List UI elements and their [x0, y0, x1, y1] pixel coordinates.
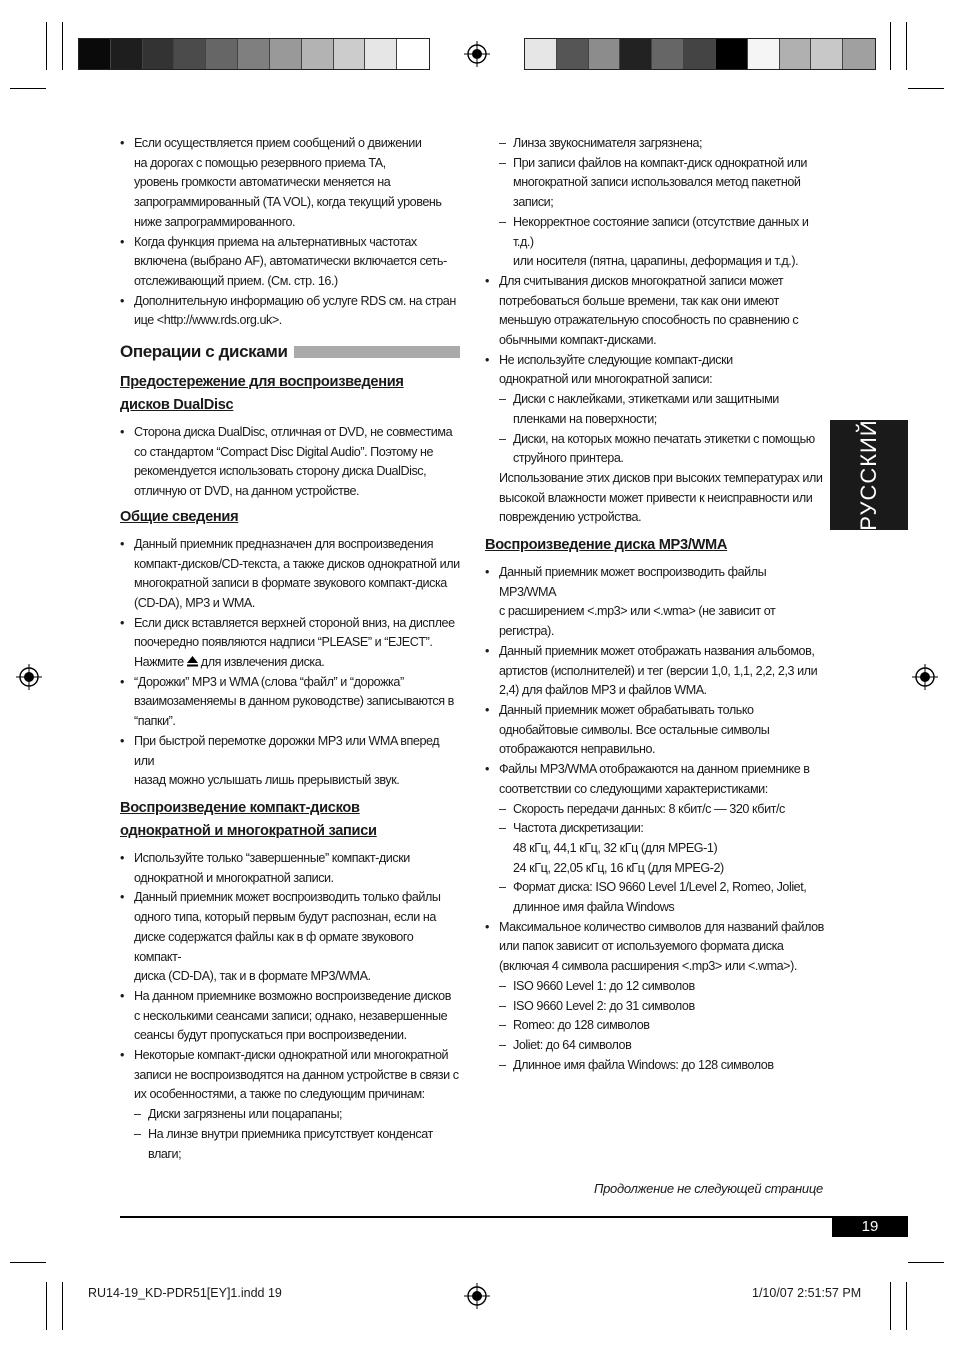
color-swatch	[780, 39, 812, 69]
language-tab: РУССКИЙ	[830, 420, 908, 530]
continue-note: Продолжение не следующей странице	[594, 1181, 823, 1196]
color-swatch	[270, 39, 302, 69]
text-line: уровень громкости автоматически меняется на	[134, 175, 391, 190]
dash-item	[120, 1105, 460, 1125]
bullet-item	[485, 351, 825, 390]
color-swatch	[111, 39, 143, 69]
dashes-b	[485, 390, 825, 469]
color-swatch	[334, 39, 366, 69]
text-line: струйного принтера.	[513, 451, 624, 466]
color-swatch	[206, 39, 238, 69]
text-line: назад можно услышать лишь прерывистый звук.	[134, 773, 400, 788]
crop-mark	[46, 22, 47, 70]
color-swatch	[843, 39, 875, 69]
bullet-item	[120, 134, 460, 233]
text-line: – Длинное имя файла Windows: до 128 символов	[513, 1057, 774, 1072]
text-line: – Формат диска: ISO 9660 Level 1/Level 2, Romeo, Joliet,	[513, 880, 807, 895]
text-line: – Линза звукоснимателя загрязнена;	[513, 136, 703, 150]
text-line: отслеживающий прием. (См. стр. 16.)	[134, 273, 338, 288]
text-line: 24 кГц, 22,05 кГц, 16 кГц (для MPEG-2)	[513, 860, 724, 875]
text-line: – Joliet: до 64 символов	[513, 1037, 632, 1052]
text-line: одного типа, который первым будут распознан, если на	[134, 910, 436, 925]
crop-mark	[62, 22, 63, 70]
text-line: многократной записи использовался метод пакетной	[513, 175, 801, 190]
text-line: повреждению устройства.	[499, 510, 642, 525]
section-title: Операции с дисками	[120, 341, 460, 363]
text-line: • Файлы MP3/WMA отображаются на данном приемнике в	[499, 762, 810, 777]
mp3-bullets	[485, 563, 825, 799]
text-line: диска (CD-DA), так и в формате MP3/WMA.	[134, 969, 371, 984]
text-line: (CD-DA), MP3 и WMA.	[134, 595, 255, 610]
text-line: • Данный приемник может воспроизводить только файлы	[134, 890, 441, 905]
text-line: однократной и многократной записи.	[134, 870, 334, 885]
text-line: • Для считывания дисков многократной записи может	[499, 273, 784, 288]
crop-mark	[46, 1282, 47, 1330]
text-line: артистов (исполнителей) и тег (версии 1,0, 1,1, 2,2, 2,3 или	[499, 663, 818, 678]
color-bar-left	[78, 38, 430, 70]
text-line: с несколькими сеансами записи; однако, незавершенные	[134, 1008, 448, 1023]
color-swatch	[79, 39, 111, 69]
text-line: ице <http://www.rds.org.uk>.	[134, 313, 282, 328]
text-line: • Если диск вставляется верхней стороной вниз, на дисплее	[134, 615, 455, 630]
text-line: – Некорректное состояние записи (отсутствие данных и т.д.)	[513, 214, 809, 249]
text-line: • Сторона диска DualDisc, отличная от DVD, не совместима	[134, 425, 453, 440]
text-line: включена (выбрано AF), автоматически включается сеть-	[134, 254, 447, 269]
text-line: – Скорость передачи данных: 8 кбит/с — 320 кбит/с	[513, 801, 785, 816]
text-line: – При записи файлов на компакт-диск однократной или	[513, 155, 807, 170]
chars-dashes	[485, 977, 825, 1076]
text-line: длинное имя файла Windows	[513, 900, 675, 915]
text-line: – На линзе внутри приемника присутствует конденсат	[148, 1126, 433, 1141]
text-line: “папки”.	[134, 714, 176, 729]
text-line: • Дополнительную информацию об услуге RDS см. на стран	[134, 293, 456, 308]
text-line: меньшую отражательную способность по сравнению с	[499, 313, 799, 328]
dash-item	[485, 134, 825, 154]
text-line: высокой влажности может привести к неисправности или	[499, 490, 813, 505]
text-line: записи;	[513, 195, 554, 210]
dualdisc-heading: Предостережение для воспроизведения дисков DualDisc	[120, 374, 404, 414]
text-line: – Диски загрязнены или поцарапаны;	[148, 1107, 343, 1122]
color-swatch	[238, 39, 270, 69]
text-line: регистра).	[499, 624, 554, 639]
color-swatch	[748, 39, 780, 69]
text-line: с расширением <.mp3> или <.wma> (не зависит от	[499, 604, 776, 619]
text-line: диске содержатся файлы как в ф ормате звукового компакт-	[134, 929, 414, 964]
general-heading: Общие сведения	[120, 508, 239, 525]
text-line: • На данном приемнике возможно воспроизведение дисков	[134, 988, 451, 1003]
text-line: рекомендуется использовать сторону диска DualDisc,	[134, 464, 427, 479]
section-title-bar	[294, 346, 460, 358]
text-line: многократной записи в формате звукового компакт-диска	[134, 576, 447, 591]
text-line: – Диски с наклейками, этикетками или защитными	[513, 392, 779, 407]
registration-mark-icon	[464, 1283, 490, 1309]
general-bullets	[120, 535, 460, 791]
color-swatch	[143, 39, 175, 69]
text-line: запрограммированный (TA VOL), когда текущий уровень	[134, 195, 442, 210]
color-bar-right	[524, 38, 876, 70]
slug-file: RU14-19_KD-PDR51[EY]1.indd 19	[88, 1286, 282, 1300]
text-line: – Частота дискретизации:	[513, 821, 644, 836]
bullet-item	[120, 732, 460, 791]
bullet-item	[120, 614, 460, 673]
bullet-item	[485, 701, 825, 760]
eject-line-pre: Нажмите	[134, 655, 187, 670]
color-swatch	[174, 39, 206, 69]
crop-mark	[10, 1262, 46, 1263]
text-line: Использование этих дисков при высоких температурах или	[499, 470, 823, 485]
dash-item	[485, 977, 825, 997]
bullet-item	[485, 272, 825, 351]
color-swatch	[557, 39, 589, 69]
eject-line-post: для извлечения диска.	[197, 655, 325, 670]
top-dashes	[485, 134, 825, 272]
bullet-item	[485, 918, 825, 977]
text-line: 2,4) для файлов MP3 и файлов WMA.	[499, 683, 707, 698]
crop-mark	[908, 1262, 944, 1263]
text-line: сеансы будут пропускаться при воспроизведении.	[134, 1028, 407, 1043]
bullet-item	[120, 292, 460, 331]
dash-item	[485, 800, 825, 820]
mp3-heading: Воспроизведение диска MP3/WMA	[485, 537, 728, 554]
text-line: – ISO 9660 Level 1: до 12 символов	[513, 978, 695, 993]
registration-mark-icon	[464, 41, 490, 67]
text-line: • Данный приемник предназначен для воспроизведения	[134, 536, 434, 551]
text-line: поочередно появляются надписи “PLEASE” и “EJECT”.	[134, 635, 433, 650]
text-line: однобайтовые символы. Все остальные символы	[499, 722, 770, 737]
text-line: • Не используйте следующие компакт-диски	[499, 352, 733, 367]
color-swatch	[716, 39, 748, 69]
bullet-item	[485, 760, 825, 799]
bullet-item	[120, 423, 460, 502]
note-b	[485, 469, 825, 528]
cdr-dashes	[120, 1105, 460, 1164]
slug-date: 1/10/07 2:51:57 PM	[752, 1286, 862, 1300]
right-column	[485, 134, 825, 1075]
text-line: ниже запрограммированного.	[134, 214, 296, 229]
bullet-item	[120, 987, 460, 1046]
page-number: 19	[832, 1217, 908, 1237]
footer-rule	[120, 1216, 908, 1218]
dash-item	[485, 819, 825, 878]
color-swatch	[652, 39, 684, 69]
text-line: обычными компакт-дисками.	[499, 333, 657, 348]
text-line: – ISO 9660 Level 2: до 31 символов	[513, 998, 695, 1013]
dash-item	[485, 430, 825, 469]
color-swatch	[397, 39, 429, 69]
crop-mark	[908, 88, 944, 89]
bullet-item	[120, 1046, 460, 1105]
crop-mark	[62, 1282, 63, 1330]
color-swatch	[811, 39, 843, 69]
text-line: • Максимальное количество символов для названий файлов	[499, 919, 824, 934]
dash-item	[485, 1016, 825, 1036]
text-line: со стандартом “Compact Disc Digital Audio”. Поэтому не	[134, 444, 434, 459]
crop-mark	[10, 88, 46, 89]
color-swatch	[525, 39, 557, 69]
text-line: пленками на поверхности;	[513, 411, 657, 426]
text-line: компакт-дисков/CD-текста, а также дисков однократной или	[134, 556, 460, 571]
dualdisc-bullets	[120, 423, 460, 502]
cdr-heading: Воспроизведение компакт-дисков однократной и многократной записи	[120, 799, 377, 839]
dash-item	[485, 878, 825, 917]
intro-bullets	[120, 134, 460, 331]
text-line: • Если осуществляется прием сообщений о движении	[134, 136, 422, 150]
text-line: отображаются неправильно.	[499, 742, 656, 757]
left-column	[120, 134, 460, 1164]
dash-item	[485, 997, 825, 1017]
color-swatch	[620, 39, 652, 69]
dash-item	[485, 213, 825, 272]
dash-item	[485, 1056, 825, 1076]
text-line: соответствии со следующими характеристиками:	[499, 781, 768, 796]
text-line: потребоваться больше времени, так как они имеют	[499, 293, 779, 308]
text-line: отличную от DVD, на данном устройстве.	[134, 484, 360, 499]
bullet-item	[120, 535, 460, 614]
color-swatch	[589, 39, 621, 69]
text-line: на дорогах с помощью резервного приема TA,	[134, 155, 386, 170]
bullet-item	[485, 642, 825, 701]
crop-mark	[906, 1282, 907, 1330]
text-line: – Диски, на которых можно печатать этикетки с помощью	[513, 431, 815, 446]
text-line: или носителя (пятна, царапины, деформация и т.д.).	[513, 254, 799, 269]
text-line: 48 кГц, 44,1 кГц, 32 кГц (для MPEG-1)	[513, 840, 718, 855]
text-line: • Используйте только “завершенные” компакт-диски	[134, 850, 410, 865]
bullet-item	[485, 563, 825, 642]
registration-mark-icon	[912, 664, 938, 690]
text-line: • Некоторые компакт-диски однократной или многократной	[134, 1048, 449, 1063]
text-line: – Romeo: до 128 символов	[513, 1018, 650, 1033]
text-line: или папок зависит от используемого формата диска	[499, 939, 784, 954]
text-line: однократной или многократной записи:	[499, 372, 713, 387]
bullet-item	[120, 673, 460, 732]
mp3-dashes	[485, 800, 825, 918]
bullet-item	[120, 233, 460, 292]
text-line: • Данный приемник может отображать названия альбомов,	[499, 643, 815, 658]
color-swatch	[684, 39, 716, 69]
color-swatch	[302, 39, 334, 69]
bullets-a	[485, 272, 825, 390]
cdr-bullets	[120, 849, 460, 1105]
text-line: • Когда функция приема на альтернативных частотах	[134, 234, 417, 249]
crop-mark	[890, 1282, 891, 1330]
text-line: • Данный приемник может обрабатывать только	[499, 702, 754, 717]
text-line: их особенностями, а также по следующим причинам:	[134, 1087, 425, 1102]
text-line: (включая 4 символа расширения <.mp3> или <.wma>).	[499, 959, 797, 974]
bullet-item	[120, 888, 460, 987]
text-line: • “Дорожки” MP3 и WMA (слова “файл” и “дорожка”	[134, 674, 404, 689]
text-line: взаимозаменяемы в данном руководстве) записываются в	[134, 694, 454, 709]
color-swatch	[365, 39, 397, 69]
text-line: • При быстрой перемотке дорожки MP3 или WMA вперед или	[134, 733, 440, 768]
dash-item	[485, 390, 825, 429]
crop-mark	[906, 22, 907, 70]
dash-item	[485, 1036, 825, 1056]
crop-mark	[890, 22, 891, 70]
text-line: записи не воспроизводятся на данном устройстве в связи с	[134, 1067, 459, 1082]
text-line: • Данный приемник может воспроизводить файлы MP3/WMA	[499, 565, 767, 599]
text-line: влаги;	[148, 1146, 182, 1161]
chars-bullet	[485, 918, 825, 977]
registration-mark-icon	[16, 664, 42, 690]
dash-item	[120, 1125, 460, 1164]
dash-item	[485, 154, 825, 213]
eject-icon	[187, 655, 198, 669]
eject-line	[134, 653, 460, 673]
bullet-item	[120, 849, 460, 888]
